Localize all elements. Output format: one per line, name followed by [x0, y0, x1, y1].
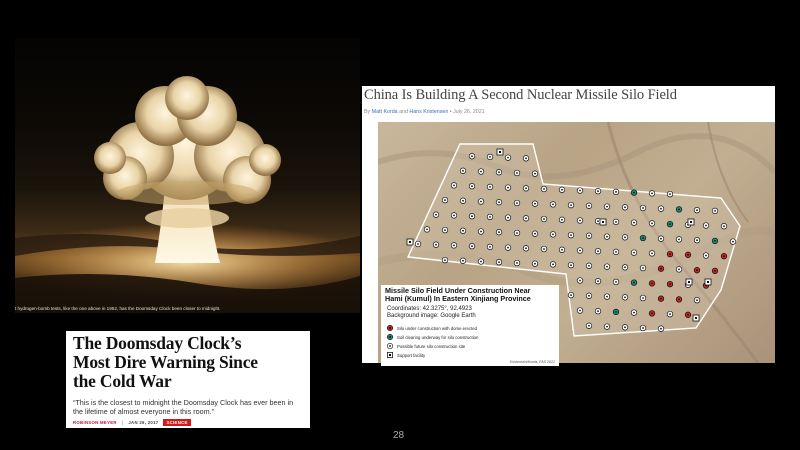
silo-marker-center: [480, 171, 482, 173]
silo-marker-center: [516, 202, 518, 204]
silo-marker-center: [651, 253, 653, 255]
silo-marker-center: [525, 157, 527, 159]
silo-marker-center: [606, 206, 608, 208]
legend-item-future: [387, 343, 465, 349]
silo-marker-center: [588, 265, 590, 267]
silo-marker-center: [714, 270, 716, 272]
silo-marker-center: [651, 193, 653, 195]
silo-marker-center: [633, 192, 635, 194]
silo-marker-center: [471, 155, 473, 157]
mushroom-cloud-photo: [15, 38, 360, 313]
support-facility-marker-center: [707, 281, 709, 283]
silo-marker-center: [516, 262, 518, 264]
silo-marker-center: [624, 236, 626, 238]
silo-marker-center: [714, 210, 716, 212]
article-title[interactable]: China Is Building A Second Nuclear Missile Silo Field: [364, 87, 677, 103]
byline-date: • July 26, 2021: [449, 109, 485, 115]
silo-marker-center: [615, 191, 617, 193]
silo-marker-center: [615, 311, 617, 313]
support-facility-marker-center: [409, 241, 411, 243]
silo-marker-center: [696, 269, 698, 271]
support-facility-marker-center: [690, 221, 692, 223]
silo-marker-center: [660, 268, 662, 270]
silo-marker-center: [498, 171, 500, 173]
silo-marker-center: [714, 240, 716, 242]
silo-marker-center: [678, 299, 680, 301]
legend-title-line-2: Hami (Kumul) In Eastern Xinjiang Province: [385, 294, 531, 304]
silo-marker-center: [435, 244, 437, 246]
byline-and: and: [399, 109, 408, 115]
silo-marker-center: [480, 231, 482, 233]
silo-marker-center: [660, 328, 662, 330]
silo-marker-center: [624, 296, 626, 298]
silo-marker-center: [462, 230, 464, 232]
page-number: 28: [393, 430, 405, 441]
support-facility-marker-center: [695, 317, 697, 319]
silo-marker-center: [489, 216, 491, 218]
silo-marker-center: [642, 207, 644, 209]
silo-marker-center: [507, 247, 509, 249]
silo-marker-center: [561, 249, 563, 251]
white-silo-icon: [387, 343, 393, 349]
silo-marker-center: [579, 220, 581, 222]
card-author[interactable]: ROBINSON MEYER: [73, 420, 117, 425]
legend-credit: Kristensen/Korda, FAS 2021: [509, 360, 555, 364]
silo-marker-center: [669, 283, 671, 285]
silo-marker-center: [489, 156, 491, 158]
silo-marker-center: [570, 204, 572, 206]
silo-marker-center: [579, 190, 581, 192]
card-headline[interactable]: [73, 334, 305, 391]
legend-title-line-1: Missile Silo Field Under Construction Near: [385, 286, 531, 295]
silo-marker-center: [525, 217, 527, 219]
silo-marker-center: [552, 204, 554, 206]
silo-marker-center: [498, 261, 500, 263]
silo-marker-center: [633, 312, 635, 314]
silo-marker-center: [480, 201, 482, 203]
silo-marker-center: [705, 255, 707, 257]
legend-coords: [387, 306, 476, 320]
silo-marker-center: [597, 220, 599, 222]
legend-item-soil: [387, 334, 478, 340]
silo-marker-center: [651, 223, 653, 225]
silo-marker-center: [462, 200, 464, 202]
silo-marker-center: [606, 236, 608, 238]
teal-silo-icon: [387, 334, 393, 340]
science-tag[interactable]: SCIENCE: [163, 419, 190, 426]
silo-marker-center: [525, 187, 527, 189]
silo-marker-center: [462, 260, 464, 262]
legend-coordinates: Coordinates: 42.3275°, 92.4923: [387, 306, 472, 312]
silo-marker-center: [696, 239, 698, 241]
silo-marker-center: [642, 237, 644, 239]
silo-marker-center: [444, 199, 446, 201]
silo-marker-center: [444, 259, 446, 261]
silo-marker-center: [642, 327, 644, 329]
silo-marker-center: [597, 310, 599, 312]
silo-marker-center: [507, 157, 509, 159]
legend-item-support-label: Support facility: [397, 352, 426, 358]
legend-item-soil-label: Soil clearing underway for silo construction: [397, 334, 479, 340]
silo-marker-center: [498, 231, 500, 233]
silo-marker-center: [606, 326, 608, 328]
silo-marker-center: [642, 297, 644, 299]
silo-marker-center: [732, 241, 734, 243]
silo-marker-center: [516, 232, 518, 234]
silo-marker-center: [660, 208, 662, 210]
silo-marker-center: [426, 229, 428, 231]
silo-marker-center: [570, 264, 572, 266]
silo-marker-center: [489, 246, 491, 248]
silo-marker-center: [561, 189, 563, 191]
silo-marker-center: [462, 170, 464, 172]
silo-marker-center: [471, 215, 473, 217]
legend-item-support: [387, 352, 425, 358]
silo-marker-center: [579, 250, 581, 252]
silo-marker-center: [417, 243, 419, 245]
silo-marker-center: [570, 234, 572, 236]
silo-marker-center: [570, 294, 572, 296]
silo-marker-center: [669, 193, 671, 195]
card-headline-line-2: Most Dire Warning Since: [73, 352, 258, 372]
silo-marker-center: [444, 229, 446, 231]
silo-marker-center: [678, 269, 680, 271]
legend-item-dome: [387, 325, 477, 331]
silo-marker-center: [597, 190, 599, 192]
silo-marker-center: [696, 209, 698, 211]
silo-marker-center: [561, 219, 563, 221]
legend-item-dome-label: Silo under construction with dome erected: [397, 325, 478, 331]
silo-marker-center: [507, 217, 509, 219]
doomsday-article-card[interactable]: [66, 331, 310, 428]
silo-marker-center: [588, 325, 590, 327]
silo-marker-center: [606, 296, 608, 298]
silo-marker-center: [633, 222, 635, 224]
silo-marker-center: [534, 203, 536, 205]
silo-marker-center: [687, 254, 689, 256]
legend-item-future-label: Possible future silo construction site: [397, 343, 466, 349]
silo-marker-center: [633, 282, 635, 284]
silo-marker-center: [696, 299, 698, 301]
card-meta: [73, 419, 191, 426]
silo-marker-center: [651, 313, 653, 315]
silo-marker-center: [660, 238, 662, 240]
silo-marker-center: [588, 235, 590, 237]
silo-marker-center: [534, 263, 536, 265]
silo-marker-center: [615, 281, 617, 283]
photo-caption: t hydrogen-bomb tests, like the one above in 1952, has the Doomsday Clock been closer to midnight.: [15, 306, 221, 311]
red-silo-icon: [387, 325, 393, 331]
card-headline-line-1: The Doomsday Clock’s: [73, 333, 242, 353]
silo-marker-center: [678, 239, 680, 241]
silo-marker-center: [534, 173, 536, 175]
silo-marker-center: [498, 201, 500, 203]
silo-marker-center: [651, 283, 653, 285]
silo-marker-center: [624, 266, 626, 268]
card-quote: “This is the closest to midnight the Doomsday Clock has ever been in the lifetime of almost everyone in this room.”: [73, 398, 294, 416]
silo-marker-center: [579, 310, 581, 312]
article-byline: [364, 109, 485, 115]
silo-marker-center: [543, 218, 545, 220]
silo-marker-center: [669, 313, 671, 315]
silo-marker-center: [723, 225, 725, 227]
silo-marker-center: [543, 248, 545, 250]
card-headline-line-3: the Cold War: [73, 371, 172, 391]
silo-marker-center: [723, 255, 725, 257]
silo-marker-center: [624, 326, 626, 328]
silo-marker-center: [615, 221, 617, 223]
silo-marker-center: [579, 280, 581, 282]
silo-marker-center: [678, 209, 680, 211]
silo-marker-center: [615, 251, 617, 253]
silo-marker-center: [435, 214, 437, 216]
silo-marker-center: [507, 187, 509, 189]
silo-article: [362, 86, 775, 363]
silo-marker-center: [525, 247, 527, 249]
silo-marker-center: [552, 264, 554, 266]
silo-marker-center: [687, 314, 689, 316]
silo-marker-center: [669, 253, 671, 255]
legend-background-note: Background image: Google Earth: [387, 312, 476, 319]
silo-marker-center: [453, 245, 455, 247]
byline-author-2[interactable]: Hans Kristensen: [409, 109, 449, 115]
support-facility-icon: [387, 352, 393, 358]
support-facility-marker-center: [499, 151, 501, 153]
silo-marker-center: [597, 250, 599, 252]
card-date: JAN 26, 2017: [128, 420, 159, 425]
silo-marker-center: [669, 223, 671, 225]
silo-marker-center: [453, 215, 455, 217]
silo-marker-center: [597, 280, 599, 282]
silo-marker-center: [588, 205, 590, 207]
silo-marker-center: [471, 245, 473, 247]
silo-marker-center: [705, 225, 707, 227]
silo-marker-center: [660, 298, 662, 300]
silo-marker-center: [642, 267, 644, 269]
silo-marker-center: [624, 206, 626, 208]
silo-marker-center: [543, 188, 545, 190]
legend-title: [385, 287, 557, 304]
silo-marker-center: [471, 185, 473, 187]
silo-marker-center: [480, 261, 482, 263]
silo-marker-center: [633, 252, 635, 254]
silo-marker-center: [453, 185, 455, 187]
silo-marker-center: [534, 233, 536, 235]
byline-prefix: By: [364, 109, 371, 115]
map-legend: [381, 285, 559, 366]
mushroom-cloud-illustration: [15, 38, 360, 313]
support-facility-marker-center: [688, 281, 690, 283]
silo-marker-center: [489, 186, 491, 188]
silo-marker-center: [588, 295, 590, 297]
meta-separator: |: [121, 420, 124, 425]
silo-marker-center: [516, 172, 518, 174]
byline-author-1[interactable]: Matt Korda: [371, 109, 398, 115]
silo-marker-center: [606, 266, 608, 268]
support-facility-marker-center: [602, 221, 604, 223]
silo-marker-center: [552, 234, 554, 236]
